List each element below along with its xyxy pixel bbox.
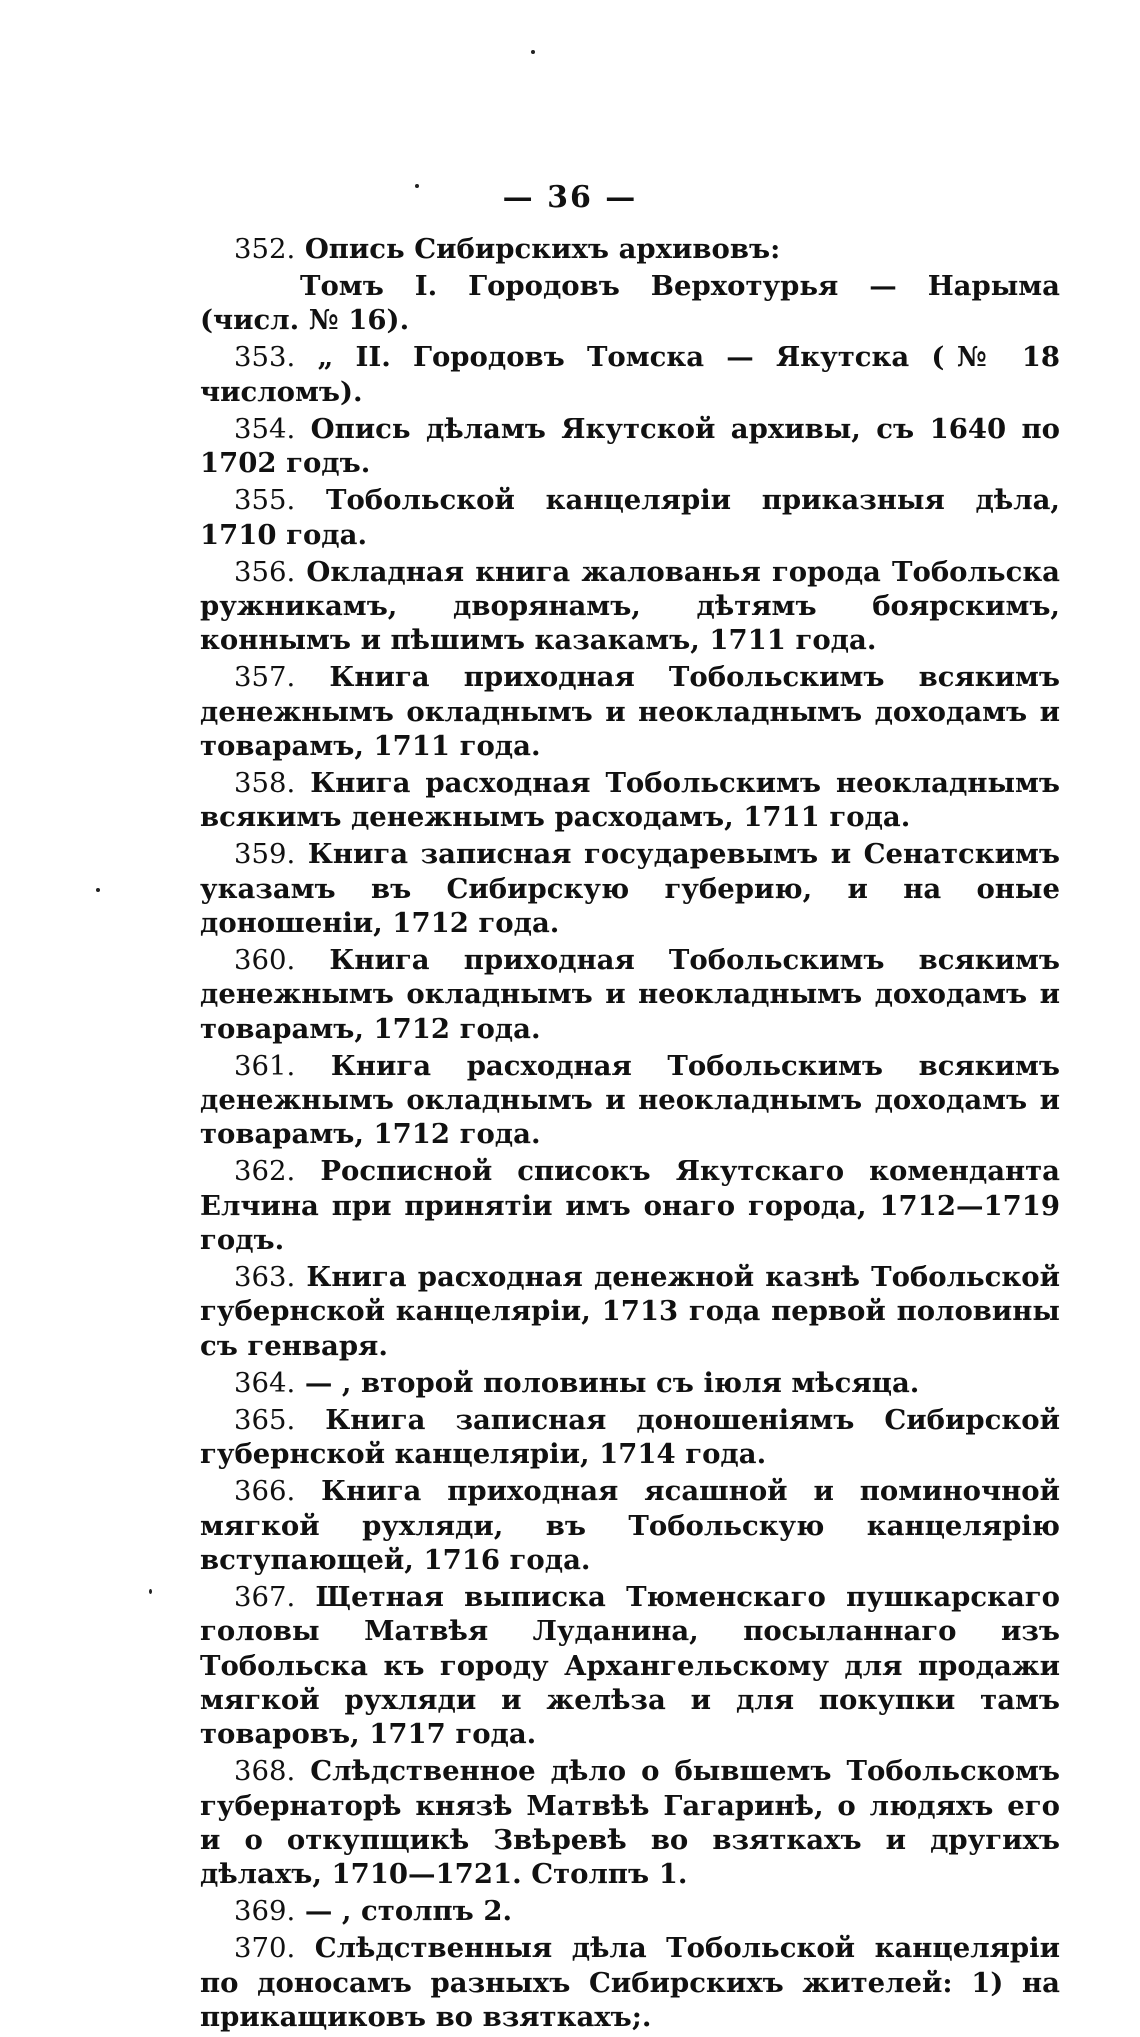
- entry-number: 362.: [234, 1155, 296, 1188]
- catalog-entry: [200, 1754, 1060, 1891]
- catalog-entry: [200, 1049, 1060, 1152]
- entry-text: — , второй половины съ іюля мѣсяца.: [304, 1366, 920, 1399]
- catalog-entry: [200, 555, 1060, 658]
- entry-text: Книга расходная Тобольскимъ всякимъ денежнымъ окладнымъ и неокладнымъ доходамъ и товарамъ, 1712 года.: [200, 1049, 1060, 1151]
- entry-number: 354.: [234, 412, 296, 445]
- catalog-entry: [200, 340, 1060, 409]
- entry-number: 369.: [234, 1895, 296, 1928]
- entry-text: Росписной списокъ Якутскаго коменданта Елчина при принятіи имъ онаго города, 1712—1719 годъ.: [200, 1155, 1061, 1257]
- catalog-entry: [200, 766, 1060, 835]
- entry-number: 364.: [234, 1366, 296, 1399]
- entry-number: 360.: [234, 944, 296, 977]
- entry-text: Книга приходная ясашной и поминочной мягкой рухляди, въ Тобольскую канцелярію вступающей, 1716 года.: [200, 1475, 1061, 1576]
- entry-text: Книга записная доношеніямъ Сибирской губернской канцеляріи, 1714 года.: [200, 1403, 1060, 1471]
- entry-number: 353.: [234, 341, 296, 374]
- entry-number: 365.: [234, 1403, 296, 1436]
- entry-number: 368.: [234, 1755, 296, 1788]
- catalog-entry: [200, 1474, 1060, 1577]
- catalog-entry: [200, 837, 1060, 940]
- entry-text: Книга расходная Тобольскимъ неокладнымъ всякимъ денежнымъ расходамъ, 1711 года.: [200, 767, 1060, 834]
- catalog-entry: [200, 1366, 1060, 1400]
- catalog-entry: [200, 943, 1060, 1046]
- entry-number: 370.: [234, 1932, 296, 1965]
- catalog-entry: [200, 1894, 1060, 1928]
- catalog-entry: [200, 412, 1060, 481]
- entry-number: 363.: [234, 1261, 296, 1294]
- entry-number: 359.: [234, 838, 296, 871]
- catalog-entry: [200, 232, 1060, 266]
- ink-speck-left: [96, 888, 100, 892]
- entry-number: 358.: [234, 767, 296, 800]
- entry-text: Опись Сибирскихъ архивовъ:: [304, 233, 781, 265]
- entry-text: Тобольской канцеляріи приказныя дѣла, 1710 года.: [200, 484, 1060, 551]
- catalog-entry: [200, 1931, 1060, 2034]
- entry-text: Щетная выписка Тюменскаго пушкарскаго головы Матвѣя Луданина, посыланнаго изъ Тобольска къ городу Архангельскому для продажи мягкой рухляди и желѣза и для покупки тамъ товаровъ, 1717 года.: [200, 1581, 1060, 1751]
- entry-number: 356.: [234, 555, 296, 588]
- ink-speck-bottom: [149, 1589, 152, 1594]
- catalog-entry: [200, 1580, 1060, 1751]
- entry-text: Книга расходная денежной казнѣ Тобольской губернской канцеляріи, 1713 года первой половины съ генваря.: [200, 1261, 1060, 1362]
- catalog-entry: [200, 483, 1060, 552]
- entry-text: Томъ I. Городовъ Верхотурья — Нарыма (числ. № 16).: [200, 270, 1060, 337]
- entry-text: Слѣдственное дѣло о бывшемъ Тобольскомъ губернаторѣ князѣ Матвѣѣ Гагаринѣ, о людяхъ его и о откупщикѣ Звѣревѣ во взяткахъ и другихъ дѣлахъ, 1710—1721. Столпъ 1.: [200, 1755, 1060, 1891]
- catalog-entry: [200, 660, 1060, 763]
- catalog-entries: [200, 232, 1060, 2037]
- entry-text: Окладная книга жалованья города Тобольска ружникамъ, дворянамъ, дѣтямъ боярскимъ, коннымъ и пѣшимъ казакамъ, 1711 года.: [200, 555, 1060, 657]
- entry-text: Книга приходная Тобольскимъ всякимъ денежнымъ окладнымъ и неокладнымъ доходамъ и товарамъ, 1711 года.: [200, 661, 1061, 762]
- catalog-entry: [200, 1154, 1060, 1257]
- entry-text: Книга приходная Тобольскимъ всякимъ денежнымъ окладнымъ и неокладнымъ доходамъ и товарамъ, 1712 года.: [200, 944, 1061, 1045]
- entry-text: — , столпъ 2.: [304, 1895, 513, 1928]
- entry-number: 367.: [234, 1581, 296, 1614]
- catalog-entry: [200, 1260, 1060, 1363]
- entry-number: 361.: [234, 1049, 296, 1082]
- catalog-entry: [200, 1403, 1060, 1472]
- entry-number: 366.: [234, 1475, 296, 1508]
- entry-number: 357.: [234, 661, 296, 694]
- page-number: — 36 —: [502, 180, 638, 215]
- entry-text: Книга записная государевымъ и Сенатскимъ указамъ въ Сибирскую губерию, и на оные доношеніи, 1712 года.: [200, 838, 1061, 940]
- entry-number: 355.: [234, 484, 296, 517]
- entry-number: 352.: [234, 233, 296, 265]
- catalog-entry: [200, 269, 1060, 338]
- entry-text: Слѣдственныя дѣла Тобольской канцеляріи по доносамъ разныхъ Сибирскихъ жителей: 1) на прикащиковъ во взяткахъ;.: [200, 1932, 1060, 2033]
- entry-text: Опись дѣламъ Якутской архивы, съ 1640 по 1702 годъ.: [200, 412, 1060, 480]
- ink-speck-top: [531, 50, 535, 54]
- entry-text: „ II. Городовъ Томска — Якутска (№ 18 числомъ).: [200, 341, 1061, 408]
